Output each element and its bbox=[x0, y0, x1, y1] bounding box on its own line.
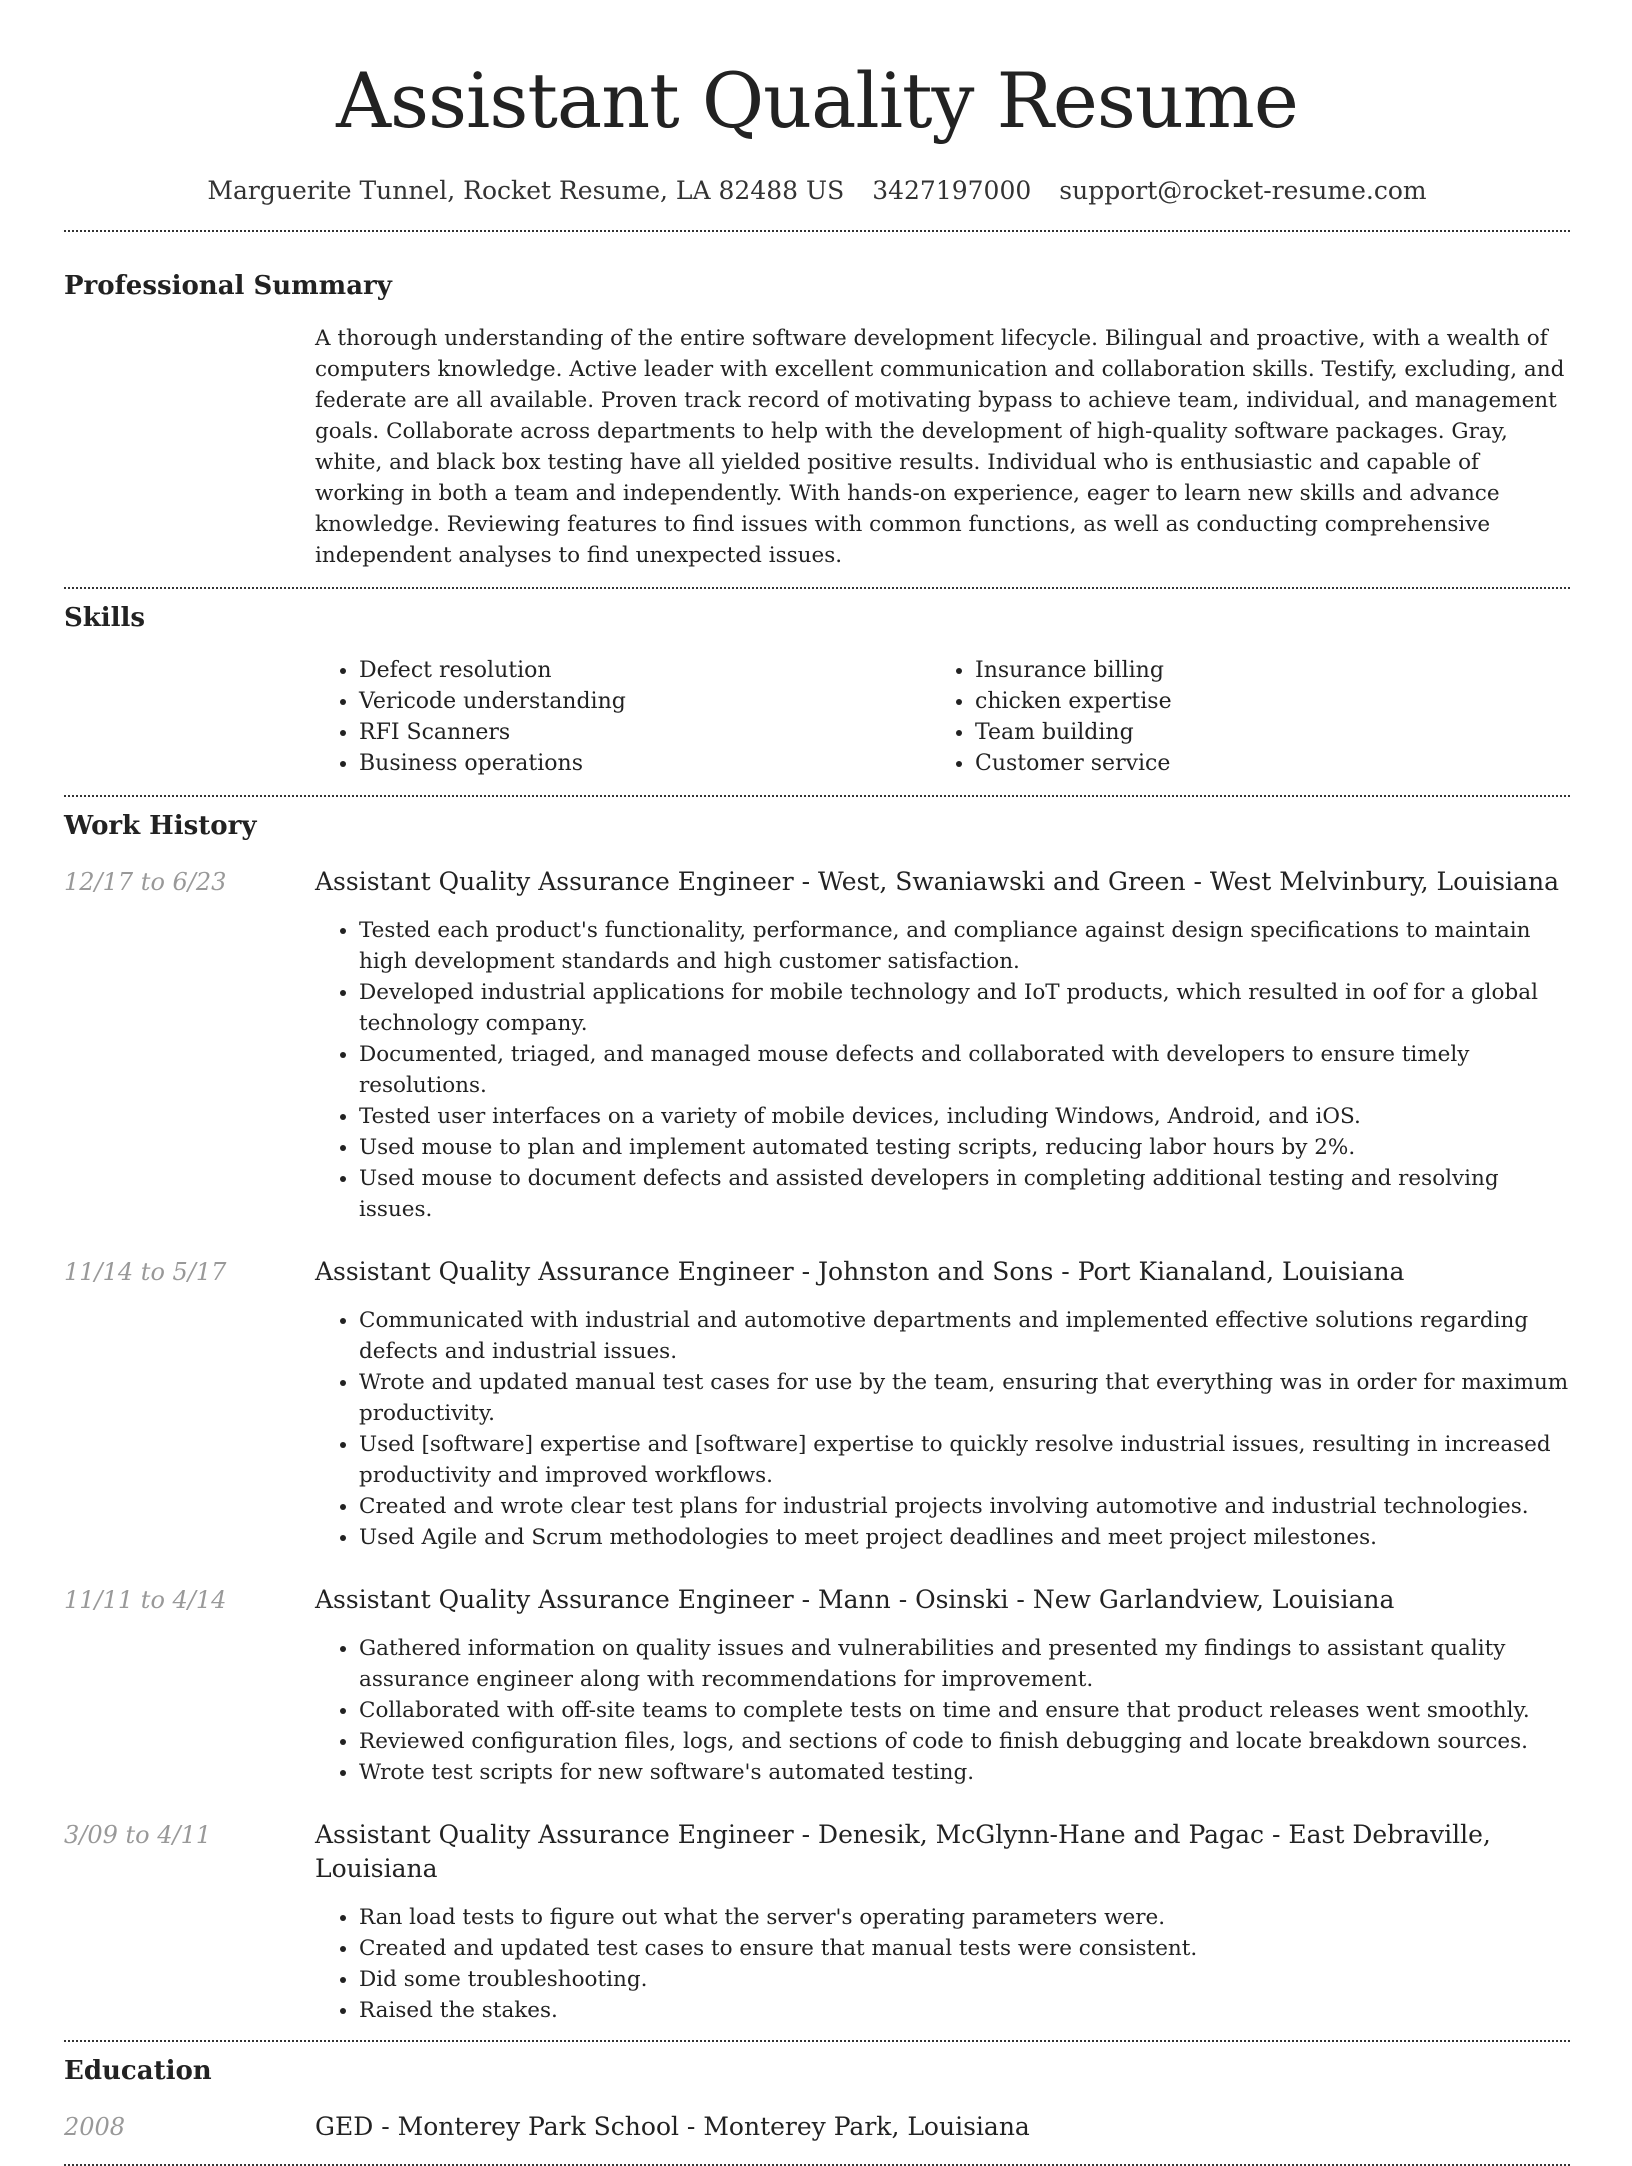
job-title: Assistant Quality Assurance Engineer - Mann - Osinski - New Garlandview, Louisiana bbox=[315, 1585, 1395, 1614]
skill-item: • RFI Scanners bbox=[359, 717, 931, 748]
job-date: 11/14 to 5/17 bbox=[64, 1258, 227, 1286]
job-bullet: • Gathered information on quality issues and vulnerabilities and presented my findings to assistant quality assurance engineer along with recommendations for improvement. bbox=[359, 1633, 1570, 1695]
contact-line bbox=[64, 174, 1570, 208]
job-bullet: • Used mouse to document defects and assisted developers in completing additional testing and resolving issues. bbox=[359, 1163, 1570, 1225]
job-date: 3/09 to 4/11 bbox=[64, 1821, 212, 1849]
education-title: GED - Monterey Park School - Monterey Park, Louisiana bbox=[315, 2112, 1030, 2141]
job-entry bbox=[64, 865, 1570, 1225]
skill-item: • Insurance billing bbox=[975, 655, 1475, 686]
job-bullets bbox=[315, 1633, 1570, 1788]
job-bullet: • Used Agile and Scrum methodologies to meet project deadlines and meet project milestones. bbox=[359, 1522, 1570, 1553]
job-bullet: • Communicated with industrial and automotive departments and implemented effective solutions regarding defects and industrial issues. bbox=[359, 1305, 1570, 1367]
skill-item: • Defect resolution bbox=[359, 655, 931, 686]
job-entry bbox=[64, 1818, 1570, 2026]
job-entry bbox=[64, 1255, 1570, 1553]
job-bullets bbox=[315, 1305, 1570, 1553]
job-bullet: • Developed industrial applications for mobile technology and IoT products, which resulted in oof for a global technology company. bbox=[359, 977, 1570, 1039]
job-entry bbox=[64, 1583, 1570, 1788]
job-title: Assistant Quality Assurance Engineer - Denesik, McGlynn-Hane and Pagac - East Debraville, Louisiana bbox=[315, 1820, 1491, 1883]
skills-column-right bbox=[931, 655, 1475, 779]
education-section bbox=[64, 2042, 1570, 2164]
contact-email: support@rocket-resume.com bbox=[1059, 176, 1427, 205]
job-bullet: • Documented, triaged, and managed mouse defects and collaborated with developers to ensure timely resolutions. bbox=[359, 1039, 1570, 1101]
job-bullet: • Reviewed configuration files, logs, and sections of code to finish debugging and locate breakdown sources. bbox=[359, 1726, 1570, 1757]
skill-item: • Business operations bbox=[359, 748, 931, 779]
job-bullet: • Wrote test scripts for new software's automated testing. bbox=[359, 1757, 1570, 1788]
job-bullet: • Wrote and updated manual test cases for use by the team, ensuring that everything was in order for maximum productivity. bbox=[359, 1367, 1570, 1429]
job-title: Assistant Quality Assurance Engineer - West, Swaniawski and Green - West Melvinbury, Louisiana bbox=[315, 867, 1560, 896]
job-bullet: • Created and wrote clear test plans for industrial projects involving automotive and industrial technologies. bbox=[359, 1491, 1570, 1522]
section-title-summary: Professional Summary bbox=[64, 271, 392, 301]
job-bullet: • Did some troubleshooting. bbox=[359, 1964, 1570, 1995]
job-bullet: • Used mouse to plan and implement automated testing scripts, reducing labor hours by 2%. bbox=[359, 1132, 1570, 1163]
job-bullet: • Ran load tests to figure out what the server's operating parameters were. bbox=[359, 1902, 1570, 1933]
section-title-skills: Skills bbox=[64, 603, 146, 633]
skill-item: • chicken expertise bbox=[975, 686, 1475, 717]
job-bullet: • Used [software] expertise and [software] expertise to quickly resolve industrial issues, resulting in increased productivity and improved workflows. bbox=[359, 1429, 1570, 1491]
education-date: 2008 bbox=[64, 2113, 126, 2141]
job-title: Assistant Quality Assurance Engineer - Johnston and Sons - Port Kianaland, Louisiana bbox=[315, 1257, 1405, 1286]
job-bullet: • Created and updated test cases to ensure that manual tests were consistent. bbox=[359, 1933, 1570, 1964]
job-bullets bbox=[315, 1902, 1570, 2026]
resume-title: Assistant Quality Resume bbox=[336, 56, 1298, 145]
skill-item: • Team building bbox=[975, 717, 1475, 748]
work-history-section bbox=[64, 797, 1570, 2040]
resume-page bbox=[64, 0, 1570, 2166]
contact-phone: 3427197000 bbox=[872, 176, 1032, 205]
job-bullet: • Raised the stakes. bbox=[359, 1995, 1570, 2026]
job-bullet: • Tested each product's functionality, performance, and compliance against design specifications to maintain high development standards and high customer satisfaction. bbox=[359, 915, 1570, 977]
education-entry bbox=[64, 2110, 1570, 2144]
skills-list bbox=[315, 655, 1570, 779]
skills-section bbox=[64, 589, 1570, 795]
job-bullet: • Collaborated with off-site teams to complete tests on time and ensure that product releases went smoothly. bbox=[359, 1695, 1570, 1726]
job-bullet: • Tested user interfaces on a variety of mobile devices, including Windows, Android, and iOS. bbox=[359, 1101, 1570, 1132]
summary-section bbox=[64, 232, 1570, 587]
contact-address: Marguerite Tunnel, Rocket Resume, LA 82488 US bbox=[207, 176, 845, 205]
section-title-education: Education bbox=[64, 2056, 212, 2086]
skill-item: • Vericode understanding bbox=[359, 686, 931, 717]
section-title-work: Work History bbox=[64, 811, 257, 841]
job-bullets bbox=[315, 915, 1570, 1225]
job-date: 12/17 to 6/23 bbox=[64, 868, 227, 896]
skill-item: • Customer service bbox=[975, 748, 1475, 779]
job-date: 11/11 to 4/14 bbox=[64, 1586, 227, 1614]
summary-text: A thorough understanding of the entire software development lifecycle. Bilingual and proactive, with a wealth of computers knowledge. Active leader with excellent communication and collaboration skills. Testify, excluding, and federate are all available. Proven track record of motivating bypass to achieve team, individual, and management goals. Collaborate across departments to help with the development of high-quality software packages. Gray, white, and black box testing have all yielded positive results. Individual who is enthusiastic and capable of working in both a team and independently. With hands-on experience, eager to learn new skills and advance knowledge. Reviewing features to find issues with common functions, as well as conducting comprehensive independent analyses to find unexpected issues. bbox=[315, 326, 1565, 568]
skills-column-left bbox=[315, 655, 931, 779]
